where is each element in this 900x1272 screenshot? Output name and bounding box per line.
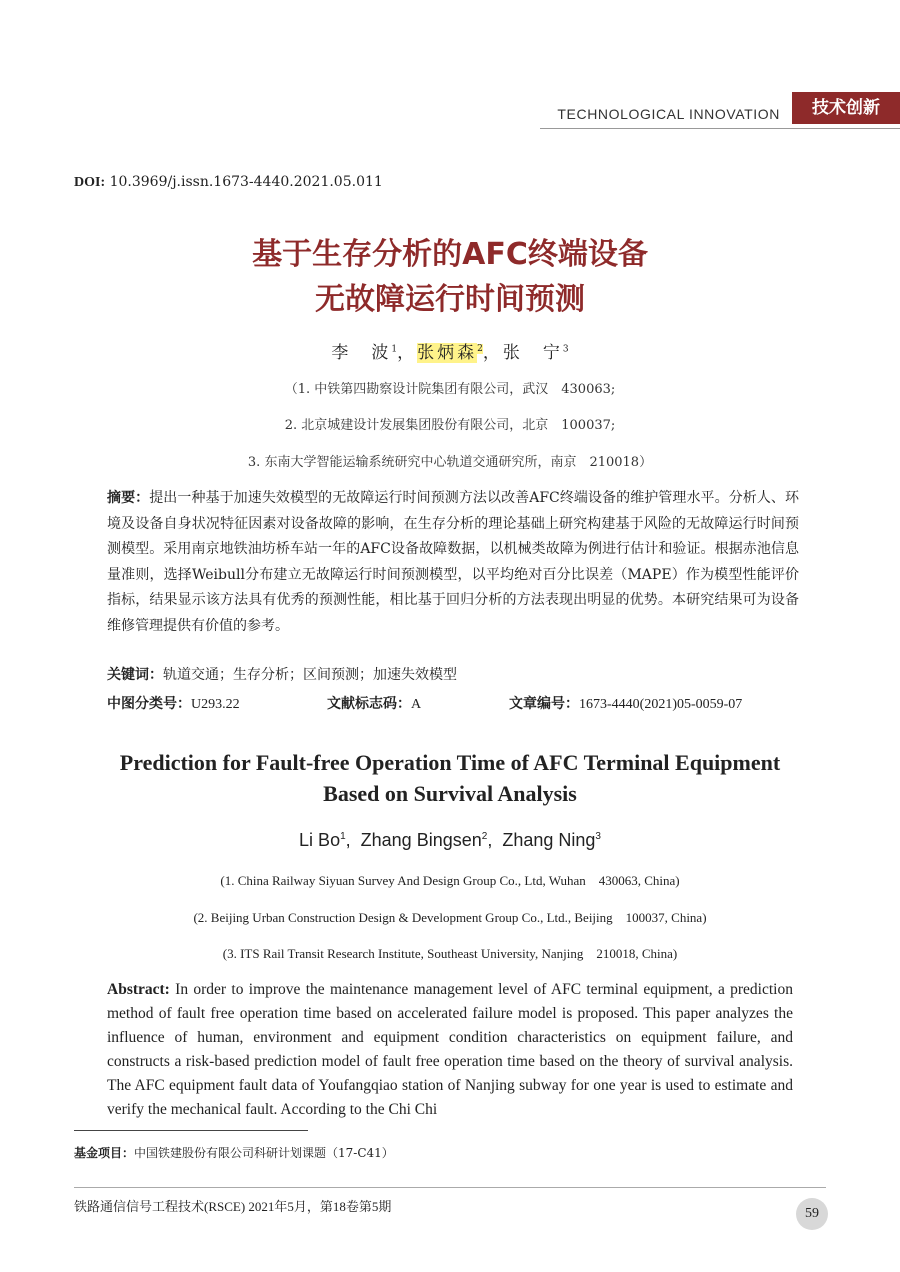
author-sep: , [345,830,361,850]
author-en-3-sup: 3 [595,831,601,842]
doi-line [74,174,383,191]
author-en-2: Zhang Bingsen [360,830,482,850]
author-cn-2-sup: 2 [477,344,483,355]
affiliation-en-1: (1. China Railway Siyuan Survey And Design Group Co., Ltd, Wuhan 430063, China) [220,873,680,888]
affiliation-cn-1: （1. 中铁第四勘察设计院集团有限公司，武汉 430063; [284,382,616,397]
affiliation-en-3: (3. ITS Rail Transit Research Institute, Southeast University, Nanjing 210018, China) [222,946,678,961]
author-en-1: Li Bo [299,830,341,850]
author-cn-1-sup: 1 [391,344,398,355]
document-code [327,693,421,713]
funding-label: 基金项目： [74,1146,135,1160]
clc-label: 中图分类号： [107,696,191,712]
author-sep: , [487,830,503,850]
authors-en [0,830,900,851]
doi-label: DOI: [74,175,106,190]
footnote-rule [74,1130,308,1131]
abstract-en-label: Abstract: [107,981,170,998]
doc-code-label: 文献标志码： [327,696,411,712]
authors-cn [0,338,900,363]
journal-info: 铁路通信信号工程技术(RSCE) 2021年5月，第18卷第5期 [74,1199,392,1214]
section-title-cn: 技术创新 [792,92,900,124]
author-cn-2: 张炳森 [417,343,478,363]
title-en-line2: Based on Survival Analysis [323,781,577,806]
abstract-cn-label: 摘要： [107,490,150,506]
author-en-3: Zhang Ning [502,830,596,850]
abstract-en-text: In order to improve the maintenance management level of AFC terminal equipment, a prediction method of fault free operation time based on accelerated failure model is proposed. This paper analyzes the influence of human, environment and equipment condition characteristics on equipment failure, and constructs a risk-based prediction model of fault free operation time based on the theory of survival analysis. The AFC equipment fault data of Youfangqiao station of Nanjing subway for one year is used to estimate and verify the mechanical fault. According to the Chi Chi [107,981,793,1118]
article-number-value: 1673-4440(2021)05-0059-07 [579,697,743,712]
title-cn-line1: 基于生存分析的AFC终端设备 [252,237,648,272]
clc-number [107,693,240,713]
author-en-2-sup: 2 [481,831,488,842]
section-title-en: TECHNOLOGICAL INNOVATION [557,106,780,122]
article-number [509,693,742,713]
author-en-1-sup: 1 [340,831,346,842]
title-en-line1: Prediction for Fault-free Operation Time of AFC Terminal Equipment [119,750,781,775]
doc-code-value: A [411,697,422,712]
author-cn-3: 张 宁 [502,343,563,363]
abstract-en [107,978,793,1122]
keywords-cn-text: 轨道交通；生存分析；区间预测；加速失效模型 [163,667,457,683]
abstract-cn [107,486,799,639]
keywords-cn-label: 关键词： [107,667,163,683]
keywords-cn [107,664,457,684]
article-number-label: 文章编号： [509,696,579,712]
clc-value: U293.22 [191,697,240,712]
footer-rule [74,1187,826,1188]
header-divider [540,128,900,129]
author-cn-1: 李 波 [331,343,392,363]
funding-note [74,1144,394,1161]
author-sep: ， [482,343,503,363]
title-cn-line2: 无故障运行时间预测 [315,282,585,317]
author-cn-3-sup: 3 [562,344,569,355]
abstract-cn-text: 提出一种基于加速失效模型的无故障运行时间预测方法以改善AFC终端设备的维护管理水平。分析人、环境及设备自身状况特征因素对设备故障的影响，在生存分析的理论基础上研究构建基于风险的无故障运行时间预测模型。采用南京地铁油坊桥车站一年的AFC设备故障数据，以机械类故障为例进行估计和验证。根据赤池信息量准则，选择Weibull分布建立无故障运行时间预测模型，以平均绝对百分比误差（MAPE）作为模型性能评价指标，结果显示该方法具有优秀的预测性能，相比基于回归分析的方法表现出明显的优势。本研究结果可为设备维修管理提供有价值的参考。 [107,490,800,634]
affiliation-en-2: (2. Beijing Urban Construction Design & Development Group Co., Ltd., Beijing 100037, China) [193,910,707,925]
funding-text: 中国铁建股份有限公司科研计划课题（17-C41） [134,1146,394,1160]
affiliation-cn-3: 3. 东南大学智能运输系统研究中心轨道交通研究所，南京 210018） [247,455,653,470]
page-number: 59 [796,1198,828,1230]
doi-value: 10.3969/j.issn.1673-4440.2021.05.011 [109,174,383,190]
author-sep: ， [397,343,418,363]
affiliation-cn-2: 2. 北京城建设计发展集团股份有限公司，北京 100037; [284,418,616,433]
